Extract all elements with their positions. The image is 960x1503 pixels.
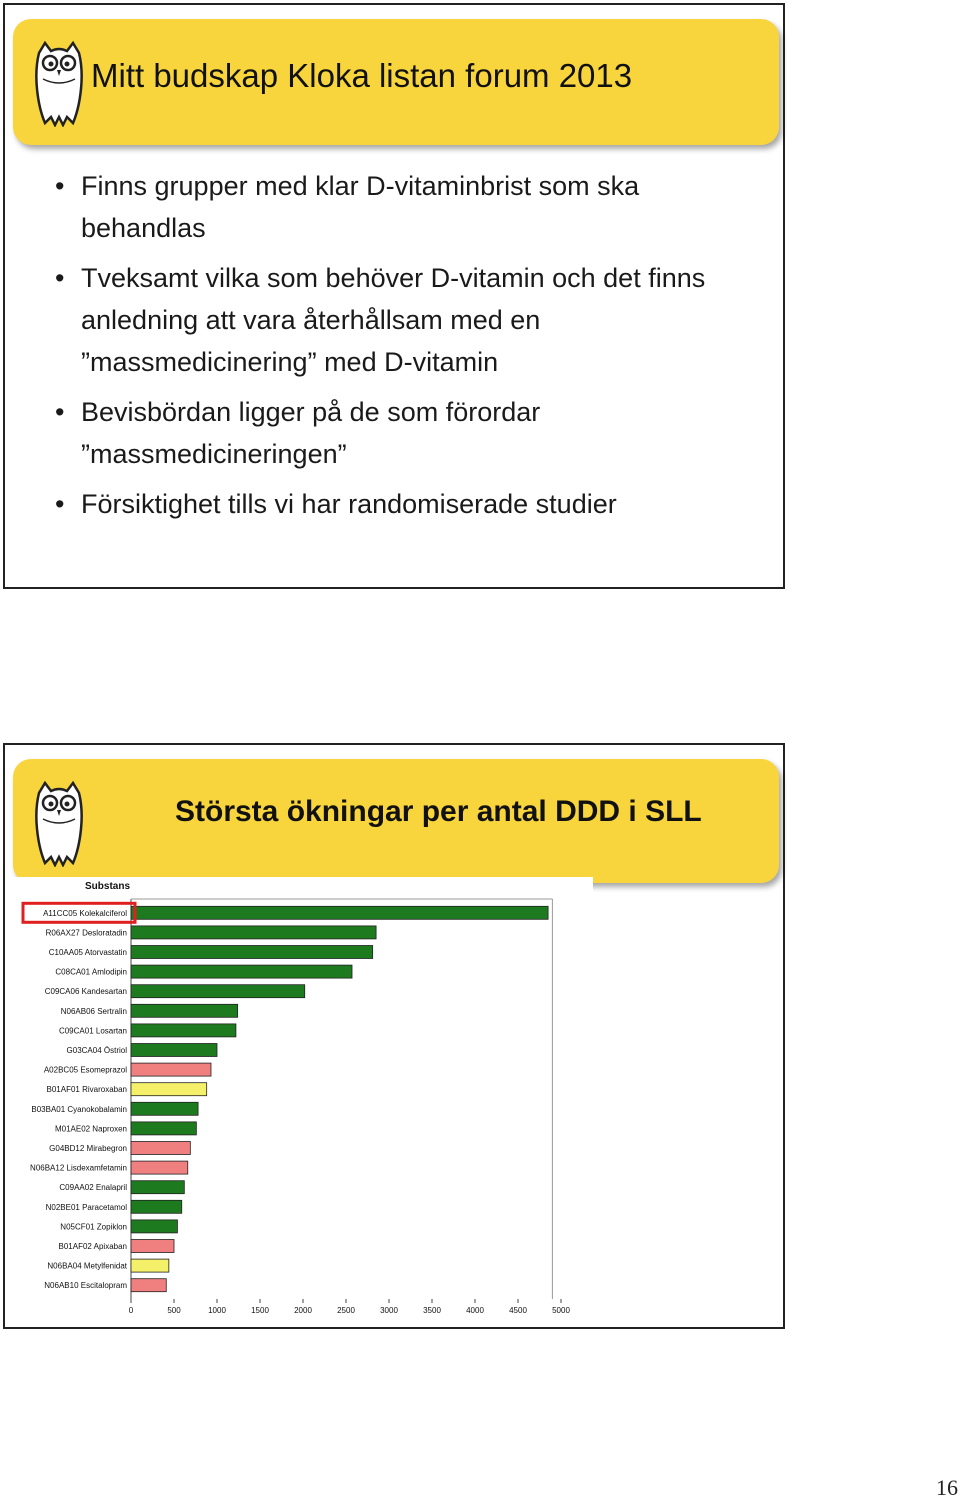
bar — [131, 1220, 177, 1233]
category-label: B01AF01 Rivaroxaban — [46, 1085, 127, 1095]
bar — [131, 1181, 184, 1194]
bar — [131, 1122, 196, 1135]
x-tick-label: 1000 — [208, 1306, 226, 1315]
category-label: N06BA12 Lisdexamfetamin — [30, 1163, 127, 1173]
bar — [131, 1161, 188, 1174]
category-label: N02BE01 Paracetamol — [45, 1202, 127, 1212]
category-label: A02BC05 Esomeprazol — [43, 1065, 127, 1075]
bar — [131, 1200, 182, 1213]
x-tick-label: 5000 — [552, 1306, 570, 1315]
slide-1 — [3, 3, 785, 589]
bar — [131, 946, 373, 959]
category-label: B03BA01 Cyanokobalamin — [31, 1104, 127, 1114]
owl-icon — [33, 39, 85, 127]
bar — [131, 985, 305, 998]
category-label: C09AA02 Enalapril — [59, 1183, 127, 1193]
owl-icon — [33, 779, 85, 867]
bar — [131, 965, 352, 978]
x-tick-label: 500 — [167, 1306, 181, 1315]
bar — [131, 1024, 236, 1037]
bar — [131, 1279, 166, 1292]
category-label: C09CA01 Losartan — [58, 1026, 127, 1036]
bar — [131, 1259, 169, 1272]
category-label: M01AE02 Naproxen — [54, 1124, 127, 1134]
bar — [131, 1044, 217, 1057]
bullet-list — [53, 165, 753, 533]
category-label: N05CF01 Zopiklon — [60, 1222, 127, 1232]
bar — [131, 1004, 238, 1017]
category-label: A11CC05 Kolekalciferol — [43, 908, 127, 918]
x-tick-label: 4500 — [509, 1306, 527, 1315]
bullet-item: • Tveksamt vilka som behöver D-vitamin och det finns anledning att vara återhållsam med en ”massmedicinering” med D-vitamin — [53, 257, 753, 383]
page-number: 16 — [936, 1475, 958, 1500]
bullet-item: • Försiktighet tills vi har randomiserade studier — [53, 483, 753, 525]
x-tick-label: 3000 — [380, 1306, 398, 1315]
category-label: N06BA04 Metylfenidat — [47, 1261, 127, 1271]
chart-container — [13, 877, 593, 1317]
x-tick-label: 3500 — [423, 1306, 441, 1315]
category-label: C09CA06 Kandesartan — [44, 987, 127, 997]
bullet-item: • Bevisbördan ligger på de som förordar ”massmedicineringen” — [53, 391, 753, 475]
bar — [131, 906, 548, 919]
bar — [131, 1240, 174, 1253]
category-label: C08CA01 Amlodipin — [55, 967, 127, 977]
category-label: N06AB06 Sertralin — [60, 1006, 127, 1016]
slide-title: Mitt budskap Kloka listan forum 2013 — [91, 57, 633, 94]
column-header: Substans — [85, 881, 131, 892]
slide-2 — [3, 743, 785, 1329]
x-tick-label: 0 — [128, 1306, 134, 1315]
category-label: R06AX27 Desloratadin — [45, 928, 127, 938]
bar — [131, 1083, 207, 1096]
category-label: G03CA04 Östriol — [66, 1046, 127, 1055]
slide-title: Största ökningar per antal DDD i SLL — [175, 795, 702, 828]
bullet-item: • Finns grupper med klar D-vitaminbrist som ska behandlas — [53, 165, 753, 249]
x-tick-label: 2000 — [294, 1306, 312, 1315]
category-label: N06AB10 Escitalopram — [44, 1281, 127, 1291]
bar — [131, 1102, 198, 1115]
category-label: C10AA05 Atorvastatin — [48, 948, 127, 957]
bar-chart — [13, 877, 593, 1317]
bar — [131, 1142, 190, 1155]
category-label: B01AF02 Apixaban — [58, 1242, 127, 1251]
bar — [131, 926, 376, 939]
x-tick-label: 4000 — [466, 1306, 484, 1315]
bar — [131, 1063, 211, 1076]
x-tick-label: 2500 — [337, 1306, 355, 1315]
category-label: G04BD12 Mirabegron — [49, 1144, 127, 1153]
x-tick-label: 1500 — [251, 1306, 269, 1315]
